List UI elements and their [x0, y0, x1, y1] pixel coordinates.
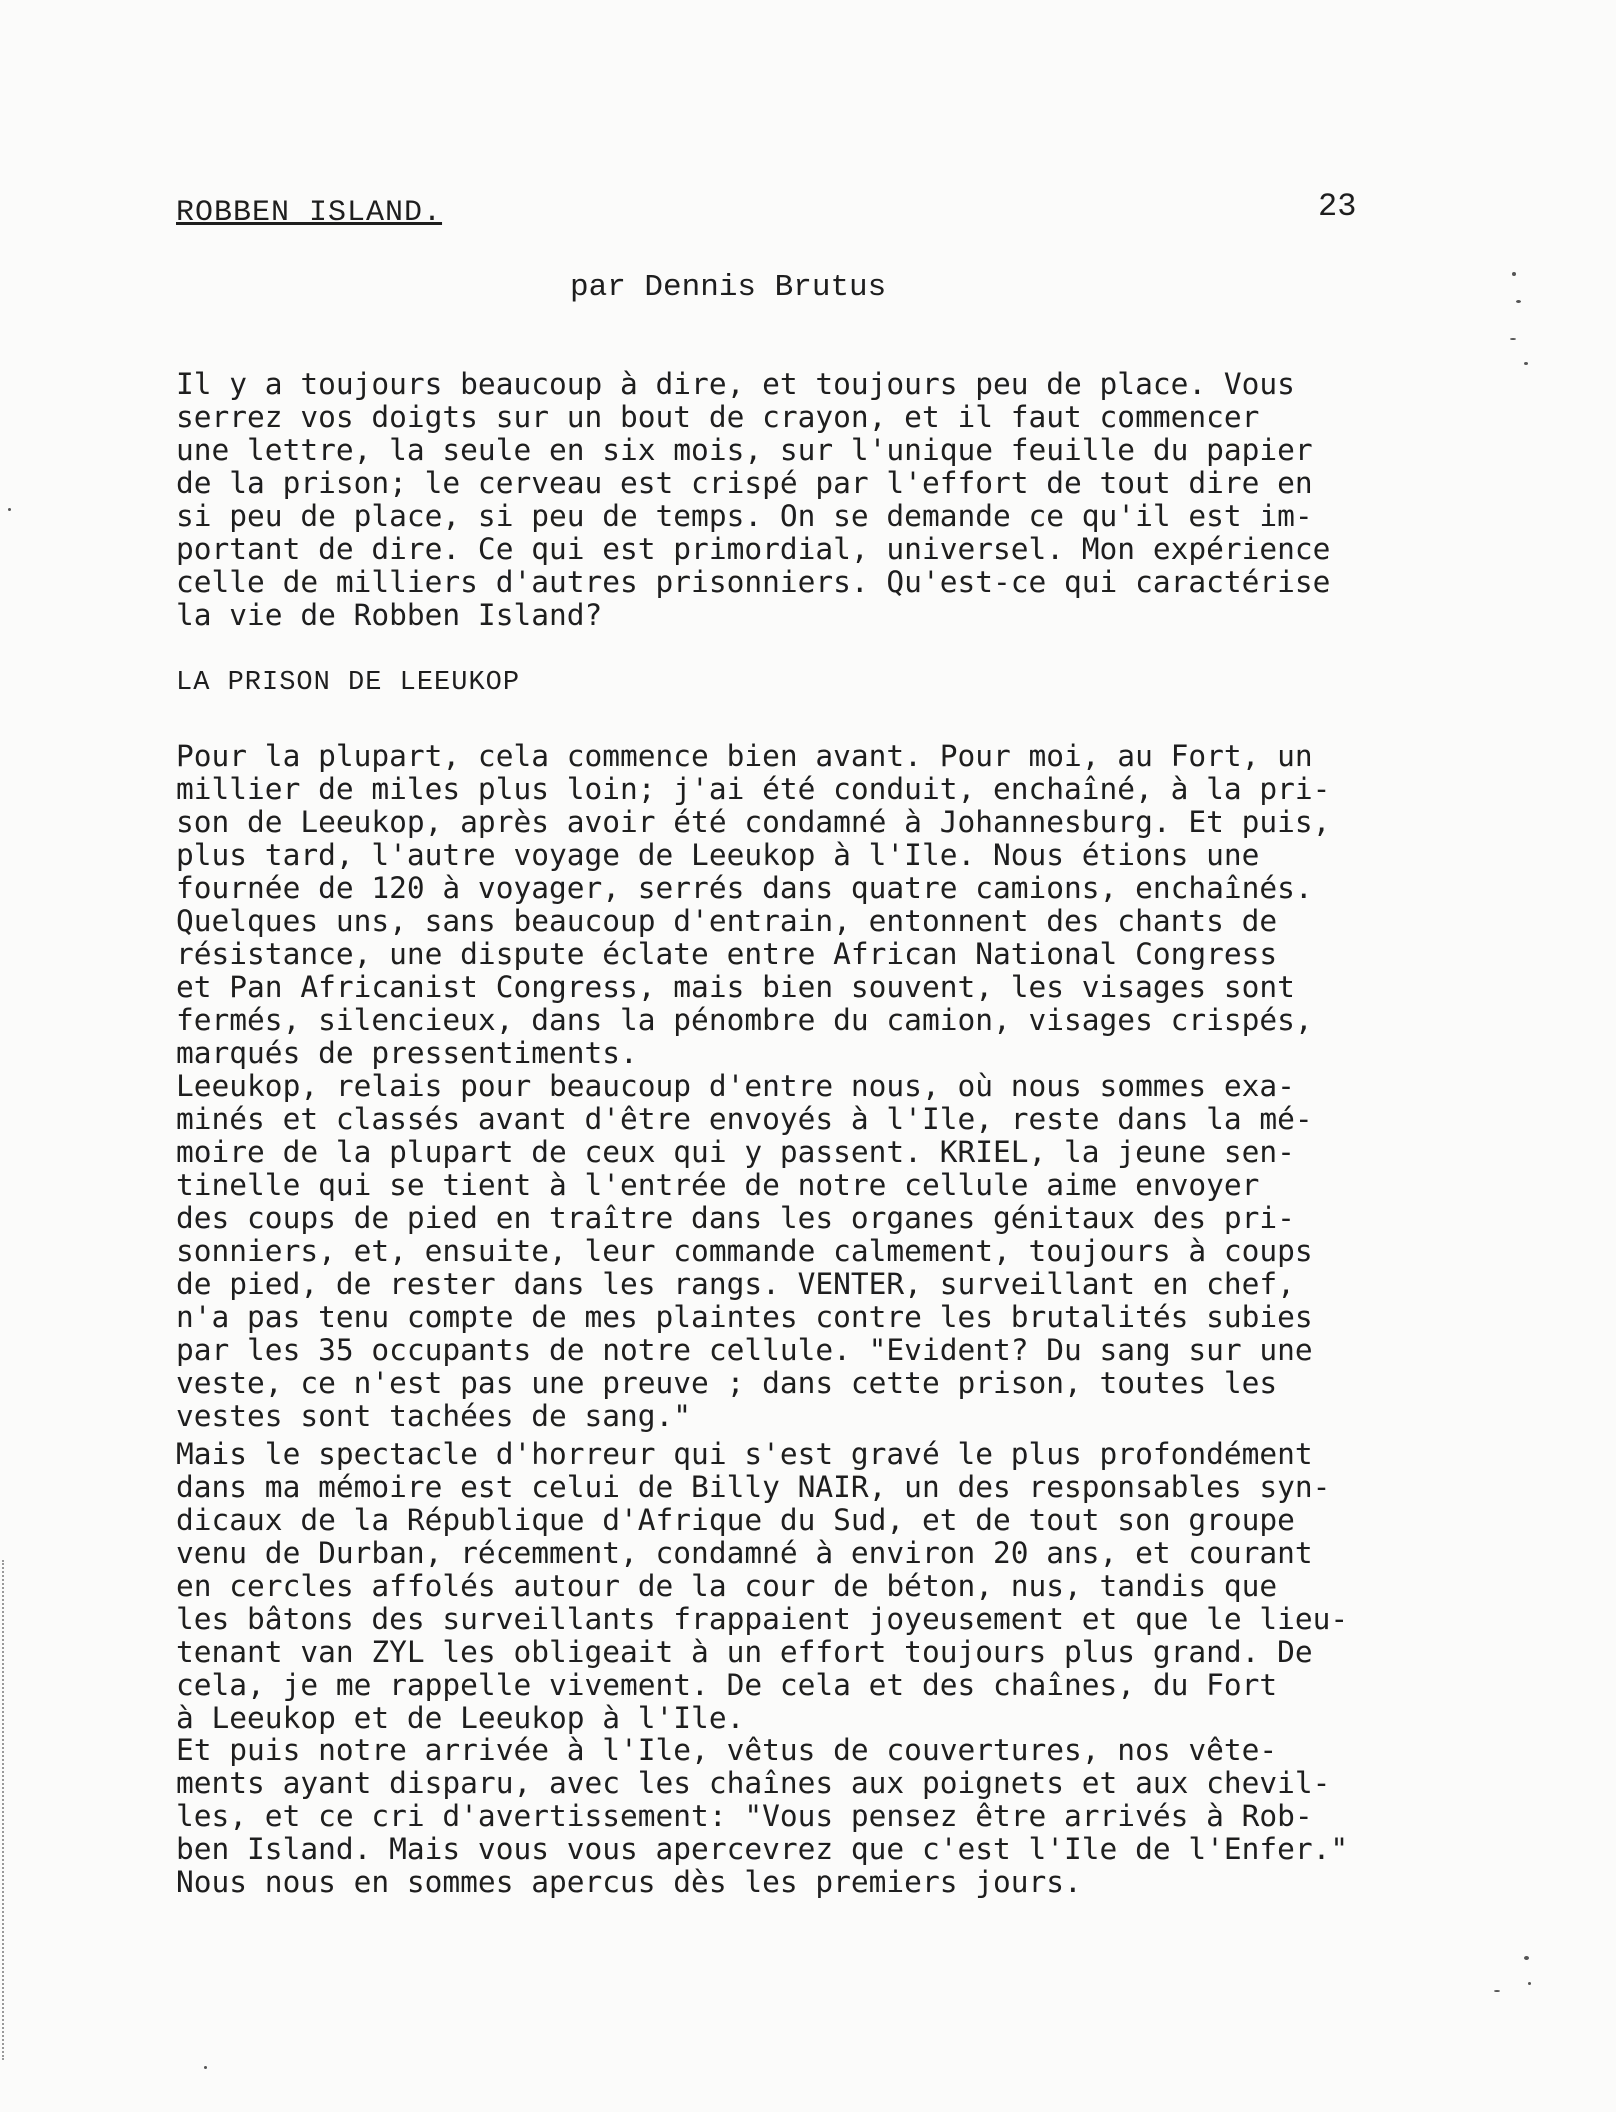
paragraph-billy-nair: Mais le spectacle d'horreur qui s'est gravé le plus profondément dans ma mémoire est celui de Billy NAIR, un des responsables syn- dicaux de la République d'Afrique du Sud, et de tout son groupe venu de Durban, récemment, condamné à environ 20 ans, et courant en cercles affolés autour de la cour de béton, nus, tandis que les bâtons des surveillants frappaient joyeusement et que le lieu- tenant van ZYL les obligeait à un effort toujours plus grand. De cela, je me rappelle vivement. De cela et des chaînes, du Fort à Leeukop et de Leeukop à l'Ile.	[176, 1437, 1349, 1735]
scan-speck	[1510, 338, 1516, 340]
scan-speck	[1524, 362, 1528, 365]
scan-speck	[1516, 300, 1521, 303]
scan-margin-line	[2, 1560, 5, 2060]
author-line: par Dennis Brutus	[570, 270, 887, 305]
document-heading: ROBBEN ISLAND.	[176, 196, 443, 230]
scan-speck	[1512, 272, 1516, 276]
paragraph-leeukop: Leeukop, relais pour beaucoup d'entre nous, où nous sommes exa- minés et classés avant d'être envoyés à l'Ile, reste dans la mé- moire de la plupart de ceux qui y passent. KRIEL, la jeune sen- tinelle qui se tient à l'entrée de notre cellule aime envoyer des coups de pied en traître dans les organes génitaux des pri- sonniers, et, ensuite, leur commande calmement, toujours à coups de pied, de rester dans les rangs. VENTER, surveillant en chef, n'a pas tenu compte de mes plaintes contre les brutalités subies par les 35 occupants de notre cellule. "Evident? Du sang sur une veste, ce n'est pas une preuve ; dans cette prison, toutes les vestes sont tachées de sang."	[176, 1069, 1313, 1433]
scan-speck	[8, 508, 11, 511]
paragraph-intro: Il y a toujours beaucoup à dire, et toujours peu de place. Vous serrez vos doigts sur un bout de crayon, et il faut commencer une lettre, la seule en six mois, sur l'unique feuille du papier de la prison; le cerveau est crispé par l'effort de tout dire en si peu de place, si peu de temps. On se demande ce qu'il est im- portant de dire. Ce qui est primordial, universel. Mon expérience celle de milliers d'autres prisonniers. Qu'est-ce qui caractérise la vie de Robben Island?	[176, 367, 1331, 632]
scan-speck	[1494, 1990, 1500, 1992]
paragraph-journey: Pour la plupart, cela commence bien avant. Pour moi, au Fort, un millier de miles plus loin; j'ai été conduit, enchaîné, à la pri- son de Leeukop, après avoir été condamné à Johannesburg. Et puis, plus tard, l'autre voyage de Leeukop à l'Ile. Nous étions une fournée de 120 à voyager, serrés dans quatre camions, enchaînés. Quelques uns, sans beaucoup d'entrain, entonnent des chants de résistance, une dispute éclate entre African National Congress et Pan Africanist Congress, mais bien souvent, les visages sont fermés, silencieux, dans la pénombre du camion, visages crispés, marqués de pressentiments.	[176, 739, 1331, 1070]
scan-speck	[1528, 1982, 1531, 1985]
scan-speck	[1524, 1956, 1529, 1960]
scan-speck	[204, 2066, 207, 2069]
paragraph-arrival: Et puis notre arrivée à l'Ile, vêtus de couvertures, nos vête- ments ayant disparu, avec les chaînes aux poignets et aux chevil- les, et ce cri d'avertissement: "Vous pensez être arrivés à Rob- ben Island. Mais vous vous apercevrez que c'est l'Ile de l'Enfer." Nous nous en sommes apercus dès les premiers jours.	[176, 1733, 1349, 1899]
page-number: 23	[1318, 188, 1357, 225]
section-title: LA PRISON DE LEEUKOP	[176, 668, 521, 698]
